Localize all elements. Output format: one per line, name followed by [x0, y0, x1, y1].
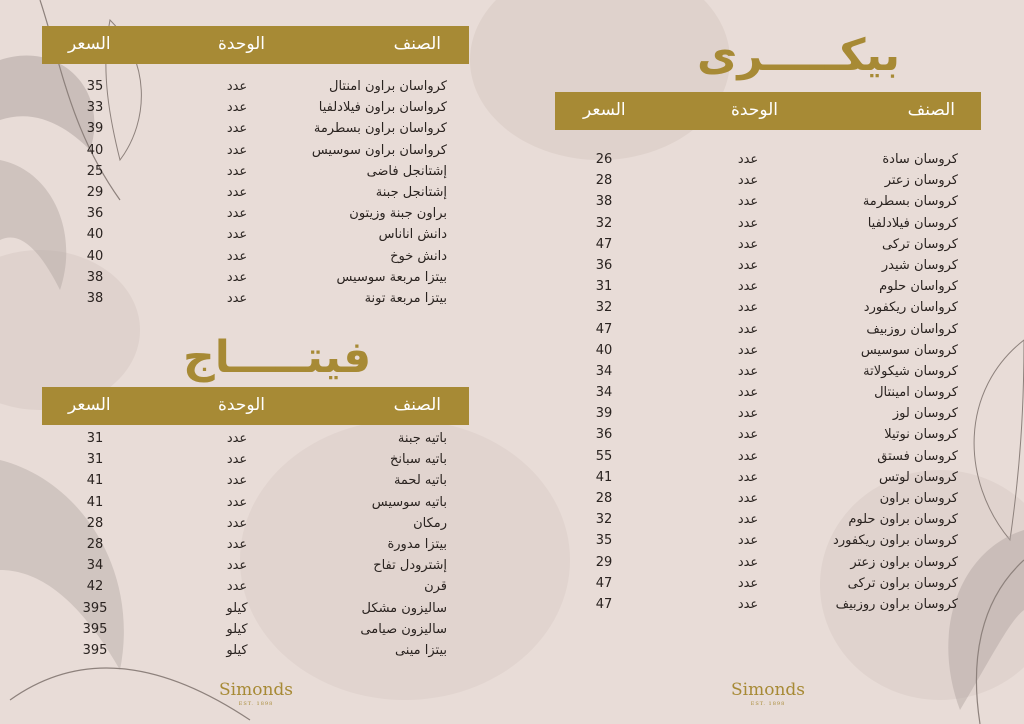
item-unit: عدد — [737, 236, 759, 252]
item-name: كروسان براون حلوم — [848, 512, 958, 528]
item-name: باتيه جبنة — [397, 431, 447, 446]
item-unit: عدد — [226, 579, 248, 595]
list-item — [75, 141, 447, 162]
bakery-cont-item-list — [75, 77, 447, 310]
item-name: قرن — [424, 579, 447, 595]
item-name: كروسان براون — [879, 491, 958, 506]
header-item-label: الصنف — [393, 395, 441, 415]
item-unit: عدد — [737, 533, 759, 549]
item-unit: عدد — [737, 448, 759, 464]
item-price: 41 — [86, 494, 104, 510]
item-unit: عدد — [226, 494, 248, 510]
list-item — [75, 641, 447, 662]
item-unit: عدد — [737, 406, 759, 422]
list-item — [75, 225, 447, 246]
item-unit: عدد — [226, 227, 248, 243]
item-price: 31 — [595, 279, 613, 295]
item-unit: عدد — [226, 452, 248, 468]
list-item — [75, 450, 447, 471]
list-item — [75, 268, 447, 289]
list-item — [580, 192, 958, 213]
brand-name: Simonds — [731, 680, 805, 700]
item-price: 34 — [86, 558, 104, 574]
item-unit: عدد — [226, 536, 248, 552]
list-item — [580, 595, 958, 616]
item-unit: عدد — [737, 342, 759, 358]
item-price: 55 — [595, 448, 613, 464]
item-name: كرواسان براون امنتال — [329, 79, 447, 94]
item-price: 41 — [595, 469, 613, 485]
fitaj-item-list — [75, 429, 447, 662]
item-unit: عدد — [226, 248, 248, 264]
list-item — [75, 471, 447, 492]
item-name: كرواسان براون سوسيس — [311, 142, 447, 158]
item-name: كروسان فستق — [877, 448, 958, 464]
item-name: بيتزا مربعة تونة — [364, 290, 447, 306]
item-unit: عدد — [226, 121, 248, 137]
list-item — [75, 556, 447, 577]
item-name: دانش اناناس — [378, 227, 447, 243]
item-unit: كيلو — [226, 642, 248, 658]
list-item — [580, 383, 958, 404]
item-name: كروسان براون تركى — [847, 575, 958, 591]
item-price: 34 — [595, 363, 613, 379]
item-price: 395 — [82, 642, 108, 658]
list-item — [75, 183, 447, 204]
header-item-label: الصنف — [393, 34, 441, 54]
item-price: 32 — [595, 215, 613, 231]
list-item — [580, 235, 958, 256]
item-name: باتيه سوسيس — [371, 494, 447, 510]
list-item — [75, 77, 447, 98]
item-unit: عدد — [737, 194, 759, 210]
item-unit: عدد — [226, 269, 248, 285]
item-unit: عدد — [226, 142, 248, 158]
list-item — [580, 468, 958, 489]
item-unit: عدد — [226, 206, 248, 222]
item-unit: عدد — [737, 554, 759, 570]
item-name: ساليزون مشكل — [361, 600, 447, 616]
item-name: كروسان لوتس — [878, 469, 958, 485]
item-price: 39 — [595, 406, 613, 422]
item-name: كروسان براون روزبيف — [835, 596, 958, 612]
bakery-cont-table-header — [42, 26, 469, 64]
item-unit: عدد — [737, 257, 759, 273]
item-name: كروسان زعتر — [884, 173, 958, 189]
item-name: إشتانجل جبنة — [375, 184, 447, 200]
item-unit: عدد — [737, 152, 759, 167]
list-item — [580, 404, 958, 425]
item-price: 395 — [82, 600, 108, 616]
item-name: إشترودل تفاح — [373, 558, 447, 574]
header-price-label: السعر — [68, 395, 111, 415]
item-price: 41 — [86, 473, 104, 489]
item-name: كروسان بسطرمة — [862, 194, 958, 210]
brand-tagline: EST. 1898 — [238, 701, 274, 707]
list-item — [75, 247, 447, 268]
item-unit: عدد — [226, 290, 248, 306]
background-stain — [470, 0, 730, 160]
list-item — [75, 577, 447, 598]
item-price: 47 — [595, 236, 613, 252]
item-price: 29 — [595, 554, 613, 570]
list-item — [580, 277, 958, 298]
item-name: دانش خوخ — [390, 248, 447, 264]
item-name: كروسان شيكولاتة — [863, 363, 958, 379]
list-item — [580, 256, 958, 277]
item-unit: عدد — [737, 491, 759, 506]
item-unit: عدد — [737, 300, 759, 316]
item-name: كروسان لوز — [892, 406, 958, 422]
list-item — [580, 320, 958, 341]
list-item — [580, 298, 958, 319]
list-item — [75, 599, 447, 620]
list-item — [580, 425, 958, 446]
list-item — [580, 214, 958, 235]
item-unit: كيلو — [226, 600, 248, 616]
item-price: 47 — [595, 575, 613, 591]
item-unit: عدد — [226, 184, 248, 200]
list-item — [75, 204, 447, 225]
item-unit: عدد — [226, 79, 248, 94]
fitaj-title: فيتـــــاج — [183, 332, 372, 383]
item-price: 28 — [595, 173, 613, 189]
header-unit-label: الوحدة — [218, 395, 266, 415]
item-price: 36 — [595, 257, 613, 273]
list-item — [75, 98, 447, 119]
list-item — [75, 162, 447, 183]
item-price: 32 — [595, 300, 613, 316]
item-unit: عدد — [737, 596, 759, 612]
list-item — [580, 489, 958, 510]
item-price: 28 — [595, 491, 613, 506]
item-name: كرواسان حلوم — [879, 279, 958, 295]
item-price: 40 — [595, 342, 613, 358]
header-price-label: السعر — [583, 100, 626, 120]
item-price: 36 — [595, 427, 613, 443]
item-name: كروسان شيدر — [881, 257, 958, 273]
item-price: 395 — [82, 621, 108, 637]
header-price-label: السعر — [68, 34, 111, 54]
item-unit: عدد — [737, 469, 759, 485]
list-item — [580, 171, 958, 192]
item-unit: عدد — [737, 173, 759, 189]
item-price: 36 — [86, 206, 104, 222]
item-price: 35 — [86, 79, 104, 94]
item-price: 28 — [86, 515, 104, 531]
item-name: كروسان سادة — [882, 152, 958, 167]
item-name: كرواسان ريكفورد — [863, 300, 958, 316]
item-name: إشتانجل فاضى — [366, 163, 447, 179]
item-price: 38 — [86, 290, 104, 306]
header-unit-label: الوحدة — [731, 100, 779, 120]
item-name: كرواسان روزبيف — [866, 321, 958, 337]
list-item — [75, 535, 447, 556]
item-name: بيتزا مينى — [394, 642, 447, 658]
bakery-item-list — [580, 150, 958, 616]
item-unit: عدد — [737, 512, 759, 528]
item-price: 28 — [86, 536, 104, 552]
item-price: 47 — [595, 596, 613, 612]
item-name: رمكان — [413, 515, 447, 531]
item-price: 32 — [595, 512, 613, 528]
list-item — [580, 574, 958, 595]
header-unit-label: الوحدة — [218, 34, 266, 54]
header-item-label: الصنف — [907, 100, 955, 120]
bakery-table-header — [555, 92, 981, 130]
list-item — [580, 510, 958, 531]
fitaj-table-header — [42, 387, 469, 425]
item-unit: عدد — [226, 431, 248, 446]
list-item — [580, 362, 958, 383]
item-name: كرواسان براون بسطرمة — [313, 121, 447, 137]
item-price: 40 — [86, 142, 104, 158]
item-unit: عدد — [226, 473, 248, 489]
item-price: 26 — [595, 152, 613, 167]
item-price: 31 — [86, 431, 104, 446]
item-price: 47 — [595, 321, 613, 337]
item-price: 38 — [595, 194, 613, 210]
list-item — [580, 531, 958, 552]
item-name: باتيه لحمة — [393, 473, 447, 489]
item-price: 34 — [595, 385, 613, 401]
list-item — [580, 150, 958, 171]
list-item — [580, 447, 958, 468]
item-price: 31 — [86, 452, 104, 468]
brand-logo — [206, 680, 306, 707]
bakery-title: بيكـــــرى — [697, 30, 900, 81]
item-price: 33 — [86, 100, 104, 116]
item-price: 40 — [86, 248, 104, 264]
list-item — [75, 514, 447, 535]
item-name: كروسان نوتيلا — [884, 427, 958, 443]
item-price: 38 — [86, 269, 104, 285]
item-price: 40 — [86, 227, 104, 243]
list-item — [75, 119, 447, 140]
item-name: كروسان امينتال — [874, 385, 958, 401]
brand-logo — [718, 680, 818, 707]
item-unit: عدد — [737, 215, 759, 231]
item-unit: كيلو — [226, 621, 248, 637]
item-name: باتيه سبانخ — [389, 452, 447, 468]
item-name: ساليزون صيامى — [360, 621, 447, 637]
item-price: 35 — [595, 533, 613, 549]
item-unit: عدد — [226, 515, 248, 531]
item-price: 42 — [86, 579, 104, 595]
item-price: 39 — [86, 121, 104, 137]
item-name: كروسان براون ريكفورد — [833, 533, 958, 549]
item-unit: عدد — [737, 321, 759, 337]
item-unit: عدد — [737, 279, 759, 295]
item-name: كروسان براون زعتر — [850, 554, 958, 570]
list-item — [580, 553, 958, 574]
item-name: كروسان تركى — [882, 236, 958, 252]
item-name: بيتزا مدورة — [387, 536, 447, 552]
item-name: براون جبنة وزيتون — [349, 206, 447, 222]
item-unit: عدد — [737, 575, 759, 591]
list-item — [580, 341, 958, 362]
list-item — [75, 620, 447, 641]
item-name: كروسان فيلادلفيا — [867, 215, 958, 231]
item-unit: عدد — [737, 363, 759, 379]
item-name: كروسان سوسيس — [860, 342, 958, 358]
item-unit: عدد — [737, 427, 759, 443]
item-price: 29 — [86, 184, 104, 200]
item-unit: عدد — [226, 163, 248, 179]
item-price: 25 — [86, 163, 104, 179]
item-unit: عدد — [226, 100, 248, 116]
item-unit: عدد — [737, 385, 759, 401]
item-unit: عدد — [226, 558, 248, 574]
list-item — [75, 429, 447, 450]
list-item — [75, 289, 447, 310]
item-name: بيتزا مربعة سوسيس — [336, 269, 447, 285]
item-name: كرواسان براون فيلادلفيا — [318, 100, 447, 116]
brand-name: Simonds — [219, 680, 293, 700]
brand-tagline: EST. 1898 — [750, 701, 786, 707]
list-item — [75, 493, 447, 514]
